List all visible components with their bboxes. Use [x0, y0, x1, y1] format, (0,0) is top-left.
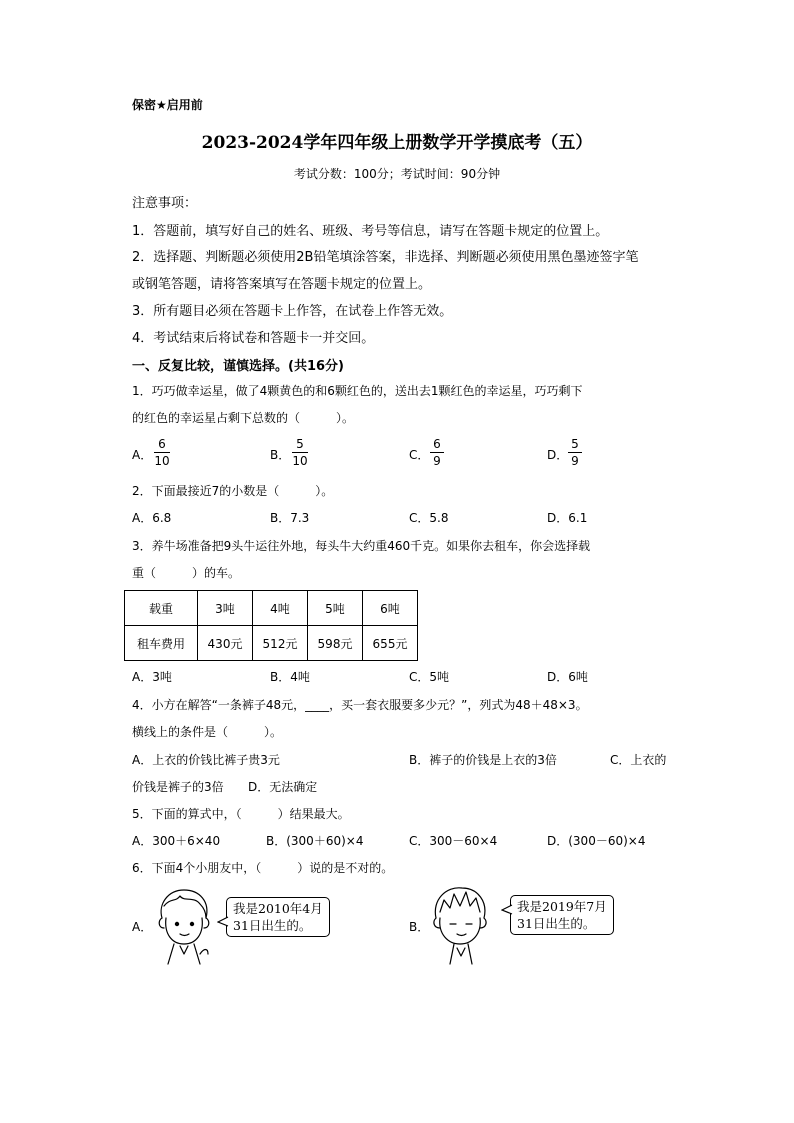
q6-option-b-label: B． [409, 920, 430, 934]
bubble-b-line-1: 我是2019年7月 [517, 899, 607, 914]
q1-option-c-fraction [430, 437, 444, 468]
table-cell: 载重 [125, 591, 198, 626]
note-item-2-line-1: 2．选择题、判断题必须使用2B铅笔填涂答案，非选择、判断题必须使用黑色墨迹签字笔 [132, 250, 639, 265]
question-1-line-1: 1．巧巧做幸运星，做了4颗黄色的和6颗红色的，送出去1颗红色的幸运星，巧巧剩下 [132, 384, 583, 398]
q5-option-c: C．300－60×4 [409, 834, 498, 848]
note-item-3: 3．所有题目必须在答题卡上作答，在试卷上作答无效。 [132, 304, 453, 319]
q3-option-d: D．6吨 [547, 670, 588, 684]
q3-option-b: B．4吨 [270, 670, 310, 684]
q4-option-c-part-2: 价钱是裤子的3倍 [132, 780, 224, 794]
q5-option-d: D．(300－60)×4 [547, 834, 646, 848]
q1-option-c-denominator: 9 [433, 454, 441, 468]
fraction-bar [430, 452, 444, 453]
q1-option-b-denominator: 10 [292, 454, 308, 468]
q5-option-b: B．(300＋60)×4 [266, 834, 364, 848]
q1-option-b-label: B． [270, 448, 291, 462]
table-cell: 6吨 [363, 591, 418, 626]
q1-option-a-denominator: 10 [154, 454, 170, 468]
fraction-bar [292, 452, 308, 453]
question-3-line-1: 3．养牛场准备把9头牛运往外地，每头牛大约重460千克。如果你去租车，你会选择载 [132, 539, 591, 553]
truck-rental-table [124, 590, 418, 661]
fraction-bar [568, 452, 582, 453]
q4-option-c-part-1: C．上衣的 [610, 753, 667, 767]
table-cell: 598元 [308, 626, 363, 661]
q6-option-a-label: A． [132, 920, 153, 934]
child-a-illustration [150, 884, 220, 966]
page-title: 2023-2024学年四年级上册数学开学摸底考（五） [201, 133, 593, 153]
note-item-2-line-2: 或钢笔答题，请将答案填写在答题卡规定的位置上。 [132, 277, 432, 292]
table-cell: 4吨 [253, 591, 308, 626]
q2-option-c: C．5.8 [409, 511, 449, 525]
q1-option-b-fraction [292, 437, 308, 468]
table-cell: 655元 [363, 626, 418, 661]
q4-option-a: A．上衣的价钱比裤子贵3元 [132, 753, 280, 767]
bubble-a-line-2: 31日出生的。 [233, 918, 312, 933]
q1-option-d-label: D． [547, 448, 569, 462]
question-1-line-2: 的红色的幸运星占剩下总数的（ ）。 [132, 411, 355, 425]
speech-bubble-b [510, 895, 614, 935]
table-cell: 5吨 [308, 591, 363, 626]
question-6-line-1: 6．下面4个小朋友中，（ ）说的是不对的。 [132, 861, 394, 875]
q3-option-c: C．5吨 [409, 670, 450, 684]
table-cell: 430元 [198, 626, 253, 661]
table-row [125, 591, 418, 626]
q1-option-a-fraction [154, 437, 170, 468]
section-1-heading: 一、反复比较，谨慎选择。(共16分) [132, 359, 344, 374]
table-row [125, 626, 418, 661]
question-3-line-2: 重（ ）的车。 [132, 566, 241, 580]
question-4-line-2: 横线上的条件是（ ）。 [132, 725, 283, 739]
table-cell: 3吨 [198, 591, 253, 626]
q1-option-c-label: C． [409, 448, 430, 462]
q4-option-d: D．无法确定 [248, 780, 318, 794]
bubble-a-tail [217, 916, 229, 928]
bubble-a-line-1: 我是2010年4月 [233, 901, 323, 916]
fraction-bar [154, 452, 170, 453]
child-b-illustration [426, 882, 496, 966]
note-item-4: 4．考试结束后将试卷和答题卡一并交回。 [132, 331, 375, 346]
q2-option-b: B．7.3 [270, 511, 310, 525]
question-2-line-1: 2．下面最接近7的小数是（ ）。 [132, 484, 334, 498]
confidential-label: 保密★启用前 [132, 98, 203, 112]
q2-option-d: D．6.1 [547, 511, 588, 525]
q1-option-b-numerator: 5 [296, 437, 304, 451]
q5-option-a: A．300＋6×40 [132, 834, 221, 848]
q1-option-d-fraction [568, 437, 582, 468]
q1-option-a-numerator: 6 [158, 437, 166, 451]
q2-option-a: A．6.8 [132, 511, 172, 525]
bubble-b-tail [501, 904, 513, 916]
notes-heading: 注意事项： [132, 196, 198, 211]
speech-bubble-a [226, 897, 330, 937]
q1-option-d-denominator: 9 [571, 454, 579, 468]
note-item-1: 1．答题前，填写好自己的姓名、班级、考号等信息，请写在答题卡规定的位置上。 [132, 224, 609, 239]
bubble-b-line-2: 31日出生的。 [517, 916, 596, 931]
exam-info: 考试分数：100分；考试时间：90分钟 [293, 167, 501, 181]
table-cell: 512元 [253, 626, 308, 661]
table-cell: 租车费用 [125, 626, 198, 661]
q1-option-d-numerator: 5 [571, 437, 579, 451]
q1-option-a-label: A． [132, 448, 153, 462]
question-5-line-1: 5．下面的算式中，（ ）结果最大。 [132, 807, 350, 821]
question-4-line-1: 4．小方在解答“一条裤子48元，____，买一套衣服要多少元？”，列式为48＋48×3。 [132, 698, 588, 712]
q1-option-c-numerator: 6 [433, 437, 441, 451]
q3-option-a: A．3吨 [132, 670, 172, 684]
q4-option-b: B．裤子的价钱是上衣的3倍 [409, 753, 557, 767]
